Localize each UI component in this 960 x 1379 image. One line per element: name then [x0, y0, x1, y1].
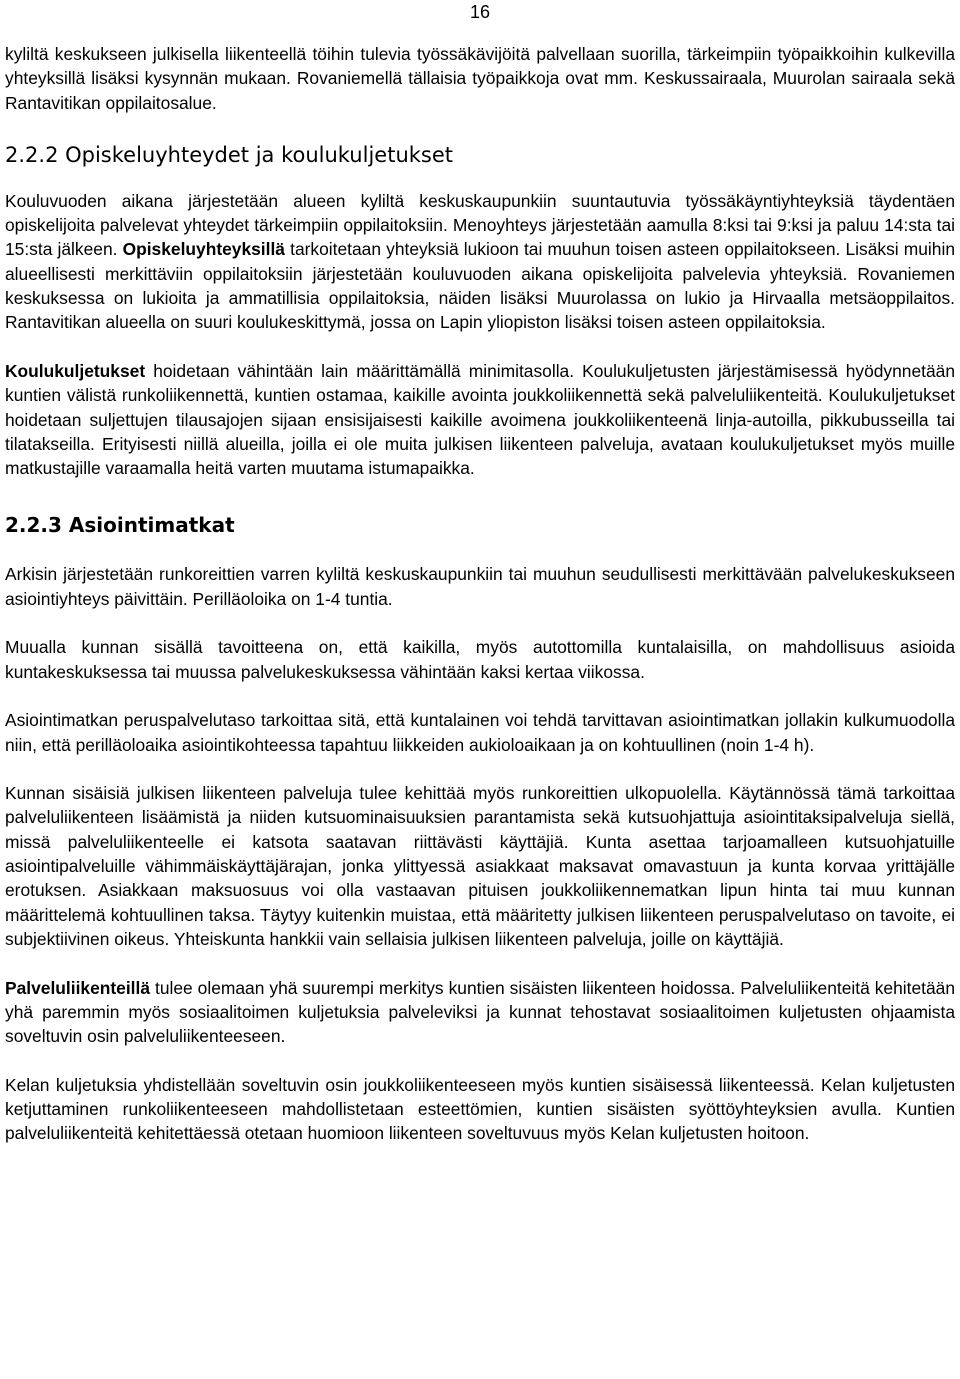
section-heading-opiskeluyhteydet: 2.2.2 Opiskeluyhteydet ja koulukuljetukset — [5, 142, 454, 167]
page-number: 16 — [470, 2, 491, 22]
bold-term-koulukuljetukset: Koulukuljetukset — [5, 360, 146, 381]
intro-paragraph: kyliltä keskukseen julkisella liikenteellä töihin tulevia työssäkävijöitä palvellaan suorilla, tärkeimpiin työpaikkoihin kulkevilla yhteyksillä lisäksi kysynnän mukaan. Rovaniemellä tällaisia työpaikkoja ovat mm. Keskussairaala, Muurolan sairaala sekä Rantavitikan oppilaitosalue. — [5, 44, 955, 113]
paragraph-asiointi-4: Kunnan sisäisiä julkisen liikenteen palveluja tulee kehittää myös runkoreittien ulkopuolella. Käytännössä tämä tarkoittaa palveluliikenteen lisäämistä ja niiden kutsuominaisuuksien parantamista sekä kutsuohjattuja asiointitaksipalveluja siellä, missä palveluliikenteelle ei katsota saatavan riittävästi käyttäjiä. Kunta asettaa tarjoamalleen kutsuohjatuille asiointipalveluille vähimmäiskäyttäjärajan, jonka ylittyessä asiakkaat maksavat omavastuun ja kunta korvaa yrittäjälle erotuksen. Asiakkaan maksuosuus voi olla vastaavan pituisen joukkoliikennematkan lipun hinta tai muu kunnan määrittelemä kohtuullinen taksa. Täytyy kuitenkin muistaa, että määritetty julkisen liikenteen peruspalvelutaso on tavoite, ei subjektiivinen oikeus. Yhteiskunta hankkii vain sellaisia julkisen liikenteen palveluja, joille on käyttäjiä. — [5, 783, 955, 949]
paragraph-text: hoidetaan vähintään lain määrittämällä minimitasolla. Koulukuljetusten järjestämisessä hyödynnetään kuntien välistä runkoliikennettä, kuntien ostamaa, kaikille avointa joukkoliikennettä sekä palveluliikenteitä. Koulukuljetukset hoidetaan suljettujen tilausajojen sijaan ensisijaisesti kaikille avoimena joukkoliikenteenä linja-autoilla, pikkubusseilla tai tilatakseilla. Erityisesti niillä alueilla, joilla ei ole muita julkisen liikenteen palveluja, avataan koulukuljetukset myös muille matkustajille varaamalla heitä varten muutama istumapaikka. — [5, 360, 955, 479]
section-heading-asiointimatkat: 2.2.3 Asiointimatkat — [5, 513, 235, 538]
paragraph-text: tulee olemaan yhä suurempi merkitys kuntien sisäisten liikenteen hoidossa. Palveluliikenteitä kehitetään yhä paremmin myös sosiaalitoimen kuljetuksia palveleviksi ja kunnat tehostavat sosiaalitoimen kuljetusten ohjaamista soveltuvin osin palveluliikenteeseen. — [5, 977, 955, 1047]
bold-term-palveluliikenteilla: Palveluliikenteillä — [5, 977, 150, 998]
paragraph-palveluliikenteet — [5, 976, 955, 1049]
document-body — [5, 42, 955, 1146]
paragraph-opiskeluyhteydet — [5, 189, 955, 335]
paragraph-kela: Kelan kuljetuksia yhdistellään soveltuvin osin joukkoliikenteeseen myös kuntien sisäisessä liikenteessä. Kelan kuljetusten ketjuttaminen runkoliikenteeseen mahdollistetaan esteettömien, kuntien sisäisten syöttöyhteyksien avulla. Kuntien palveluliikenteitä kehitettäessä otetaan huomioon liikenteen soveltuvuus myös Kelan kuljetusten hoitoon. — [5, 1074, 955, 1144]
paragraph-asiointi-1: Arkisin järjestetään runkoreittien varren kyliltä keskuskaupunkiin tai muuhun seudullisesti merkittävään palvelukeskukseen asiointiyhteys päivittäin. Perilläoloika on 1-4 tuntia. — [5, 564, 955, 609]
paragraph-asiointi-2: Muualla kunnan sisällä tavoitteena on, että kaikilla, myös autottomilla kuntalaisilla, on mahdollisuus asioida kuntakeskuksessa tai muussa palvelukeskuksessa vähintään kaksi kertaa viikossa. — [5, 637, 955, 682]
paragraph-text: tarkoitetaan yhteyksiä lukioon tai muuhun toisen asteen oppilaitokseen. Lisäksi muihin alueellisesti merkittäviin oppilaitoksiin järjestetään kouluvuoden aikana opiskelijoita palvelevia yhteyksiä. Rovaniemen keskuksessa on lukioita ja ammatillisia oppilaitoksia, näiden lisäksi Muurolassa on lukio ja Hirvaalla metsäoppilaitos. Rantavitikan alueella on suuri koulukeskittymä, jossa on Lapin yliopiston lisäksi toisen asteen oppilaitoksia. — [5, 239, 955, 333]
paragraph-koulukuljetukset — [5, 359, 955, 480]
paragraph-text: Kouluvuoden aikana järjestetään alueen kyliltä keskuskaupunkiin suuntautuvia työssäkäyntiyhteyksiä täydentäen opiskelijoita palvelevat yhteydet tärkeimpiin oppilaitoksiin. Menoyhteys järjestetään aamulla 8:ksi tai 9:ksi ja paluu 14:sta tai 15:sta jälkeen. — [5, 190, 955, 260]
bold-term-opiskeluyhteyksilla: Opiskeluyhteyksillä — [122, 239, 285, 260]
paragraph-asiointi-3: Asiointimatkan peruspalvelutaso tarkoittaa sitä, että kuntalainen voi tehdä tarvittavan asiointimatkan jollakin kulkumuodolla niin, että perilläoloaika asiointikohteessa tapahtuu liikkeiden aukioloaikaan ja on kohtuullinen (noin 1-4 h). — [5, 710, 955, 755]
